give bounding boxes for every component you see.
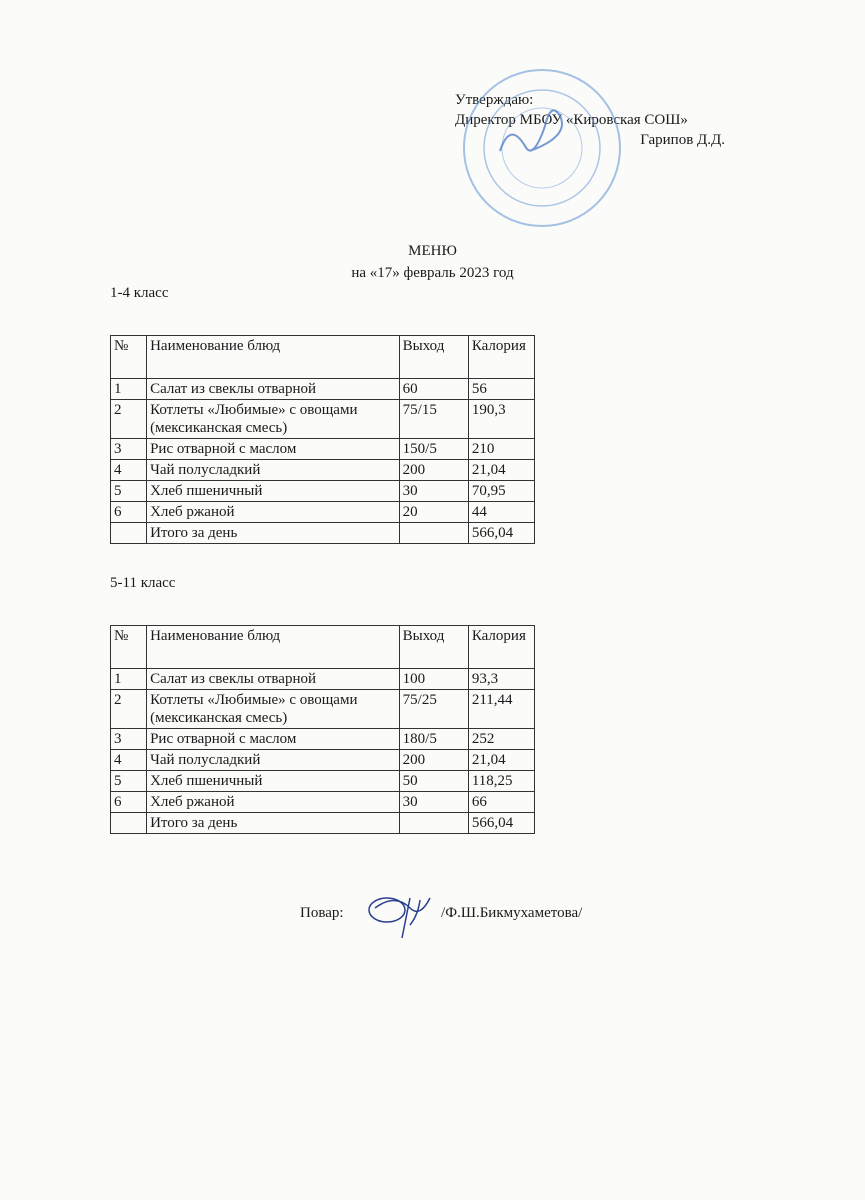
header-cell: Выход [399, 626, 468, 669]
table-row [111, 481, 535, 502]
dish-name: Котлеты «Любимые» с овощами (мексиканская смесь) [147, 690, 400, 729]
empty-cell [111, 523, 147, 544]
dish-calories: 211,44 [468, 690, 534, 729]
table-row [111, 750, 535, 771]
dish-calories: 252 [468, 729, 534, 750]
row-number: 5 [111, 481, 147, 502]
dish-name: Хлеб пшеничный [147, 771, 400, 792]
dish-name: Хлеб ржаной [147, 502, 400, 523]
empty-cell [399, 813, 468, 834]
dish-name: Салат из свеклы отварной [147, 669, 400, 690]
total-label: Итого за день [147, 813, 400, 834]
table-row [111, 771, 535, 792]
cook-label: Повар: [300, 905, 344, 921]
dish-output: 50 [399, 771, 468, 792]
dish-output: 180/5 [399, 729, 468, 750]
page-subtitle: на «17» февраль 2023 год [351, 265, 514, 281]
approval-line: Утверждаю: [455, 92, 534, 108]
header-cell: Наименование блюд [147, 626, 400, 669]
table-row [111, 792, 535, 813]
dish-calories: 70,95 [468, 481, 534, 502]
dish-name: Хлеб пшеничный [147, 481, 400, 502]
menu-table-1-4 [110, 335, 535, 544]
dish-name: Рис отварной с маслом [147, 439, 400, 460]
dish-calories: 210 [468, 439, 534, 460]
dish-output: 100 [399, 669, 468, 690]
header-cell: Калория [468, 336, 534, 379]
cook-line [300, 905, 582, 922]
menu-table-5-11 [110, 625, 535, 834]
dish-calories: 21,04 [468, 460, 534, 481]
dish-calories: 21,04 [468, 750, 534, 771]
row-number: 1 [111, 379, 147, 400]
dish-calories: 118,25 [468, 771, 534, 792]
header-cell: Калория [468, 626, 534, 669]
table-row [111, 460, 535, 481]
approval-director: Директор МБОУ «Кировская СОШ» [455, 112, 688, 128]
header-cell: Наименование блюд [147, 336, 400, 379]
signature-icon [365, 888, 440, 943]
empty-cell [399, 523, 468, 544]
total-value: 566,04 [468, 813, 534, 834]
dish-output: 30 [399, 481, 468, 502]
table-row [111, 379, 535, 400]
dish-output: 200 [399, 750, 468, 771]
dish-output: 200 [399, 460, 468, 481]
row-number: 4 [111, 460, 147, 481]
empty-cell [111, 813, 147, 834]
table-row [111, 690, 535, 729]
table-header [111, 626, 535, 669]
class-label: 5-11 класс [110, 575, 176, 591]
dish-output: 60 [399, 379, 468, 400]
dish-calories: 66 [468, 792, 534, 813]
row-number: 4 [111, 750, 147, 771]
table-row [111, 729, 535, 750]
dish-output: 30 [399, 792, 468, 813]
dish-name: Хлеб ржаной [147, 792, 400, 813]
dish-name: Салат из свеклы отварной [147, 379, 400, 400]
header-cell: Выход [399, 336, 468, 379]
total-row [111, 813, 535, 834]
header-cell: № [111, 336, 147, 379]
table-row [111, 439, 535, 460]
row-number: 3 [111, 439, 147, 460]
row-number: 6 [111, 792, 147, 813]
cook-name: /Ф.Ш.Бикмухаметова/ [441, 905, 583, 921]
approval-name: Гарипов Д.Д. [640, 132, 725, 148]
dish-calories: 190,3 [468, 400, 534, 439]
header-cell: № [111, 626, 147, 669]
dish-name: Рис отварной с маслом [147, 729, 400, 750]
stamp-icon [460, 66, 625, 231]
row-number: 2 [111, 690, 147, 729]
total-value: 566,04 [468, 523, 534, 544]
row-number: 1 [111, 669, 147, 690]
total-label: Итого за день [147, 523, 400, 544]
dish-output: 20 [399, 502, 468, 523]
class-label: 1-4 класс [110, 285, 169, 301]
dish-output: 75/15 [399, 400, 468, 439]
dish-name: Чай полусладкий [147, 460, 400, 481]
table-header [111, 336, 535, 379]
row-number: 2 [111, 400, 147, 439]
table-row [111, 669, 535, 690]
dish-output: 75/25 [399, 690, 468, 729]
page-title: МЕНЮ [408, 243, 457, 259]
total-row [111, 523, 535, 544]
table-row [111, 502, 535, 523]
row-number: 6 [111, 502, 147, 523]
dish-name: Чай полусладкий [147, 750, 400, 771]
dish-calories: 93,3 [468, 669, 534, 690]
row-number: 3 [111, 729, 147, 750]
row-number: 5 [111, 771, 147, 792]
dish-output: 150/5 [399, 439, 468, 460]
dish-calories: 44 [468, 502, 534, 523]
dish-name: Котлеты «Любимые» с овощами (мексиканская смесь) [147, 400, 400, 439]
dish-calories: 56 [468, 379, 534, 400]
table-row [111, 400, 535, 439]
